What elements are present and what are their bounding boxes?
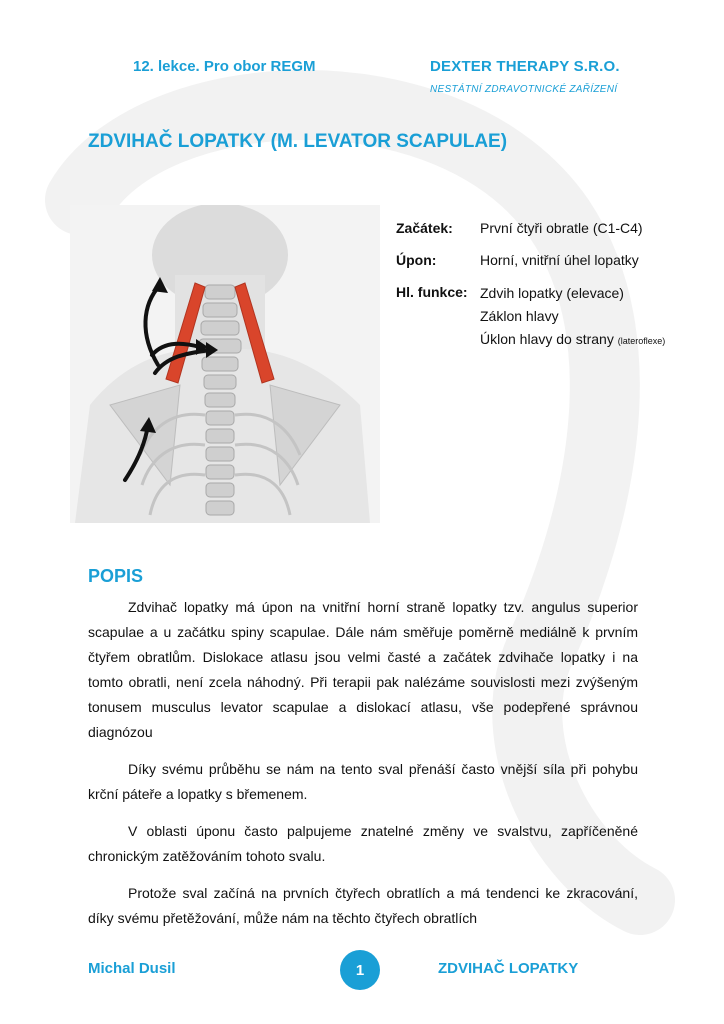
function-list <box>480 284 665 355</box>
insertion-label: Úpon: <box>396 252 437 268</box>
header-company: DEXTER THERAPY S.R.O. <box>430 58 620 75</box>
section-title: POPIS <box>88 566 144 586</box>
function-item <box>480 330 665 351</box>
footer-topic: ZDVIHAČ LOPATKY <box>438 960 579 977</box>
paragraph: Díky svému průběhu se nám na tento sval přenáší často vnější síla při pohybu krční páteře a lopatky s břemenem. <box>88 761 638 802</box>
insertion-value: Horní, vnitřní úhel lopatky <box>480 252 639 268</box>
start-row <box>396 220 665 236</box>
function-note: (lateroflexe) <box>617 336 666 346</box>
paragraph: Protože sval začíná na prvních čtyřech obratlích a má tendenci ke zkracování, díky svému přetěžování, může nám na těchto čtyřech obratlích <box>88 885 638 926</box>
paragraph: V oblasti úponu často palpujeme znatelné změny ve svalstvu, zapříčeněné chronickým zatěžováním tohoto svalu. <box>88 823 638 864</box>
header-company-subtitle: NESTÁTNÍ ZDRAVOTNICKÉ ZAŘÍZENÍ <box>430 84 618 95</box>
muscle-info <box>396 220 665 371</box>
footer-author: Michal Dusil <box>88 960 176 977</box>
start-label: Začátek: <box>396 220 453 236</box>
paragraph: Zdvihač lopatky má úpon na vnitřní horní straně lopatky tzv. angulus superior scapulae a u začátku spiny scapulae. Dále nám směřuje poměrně mediálně k prvním čtyřem obratlům. Dislokace atlasu jsou velmi časté a začátek zdvihače lopatky i na tomto obratli, není zcela náhodný. Při terapii pak nalézáme souvislosti mezi zvýšeným tonusem musculus levator scapulae a dislokací atlasu, vše podepřené správnou diagnózou <box>88 599 638 740</box>
function-label: Hl. funkce: <box>396 284 468 300</box>
anatomy-illustration <box>70 205 380 523</box>
start-value: První čtyři obratle (C1-C4) <box>480 220 643 236</box>
function-row <box>396 284 665 355</box>
insertion-row <box>396 252 665 268</box>
description-body <box>88 595 638 943</box>
function-item: Záklon hlavy <box>480 308 559 324</box>
function-item: Zdvih lopatky (elevace) <box>480 285 624 301</box>
header-lesson: 12. lekce. Pro obor REGM <box>133 58 316 75</box>
page-title: ZDVIHAČ LOPATKY (M. LEVATOR SCAPULAE) <box>88 131 508 152</box>
page-number: 1 <box>340 950 380 990</box>
function-item-text: Úklon hlavy do strany <box>480 331 614 347</box>
